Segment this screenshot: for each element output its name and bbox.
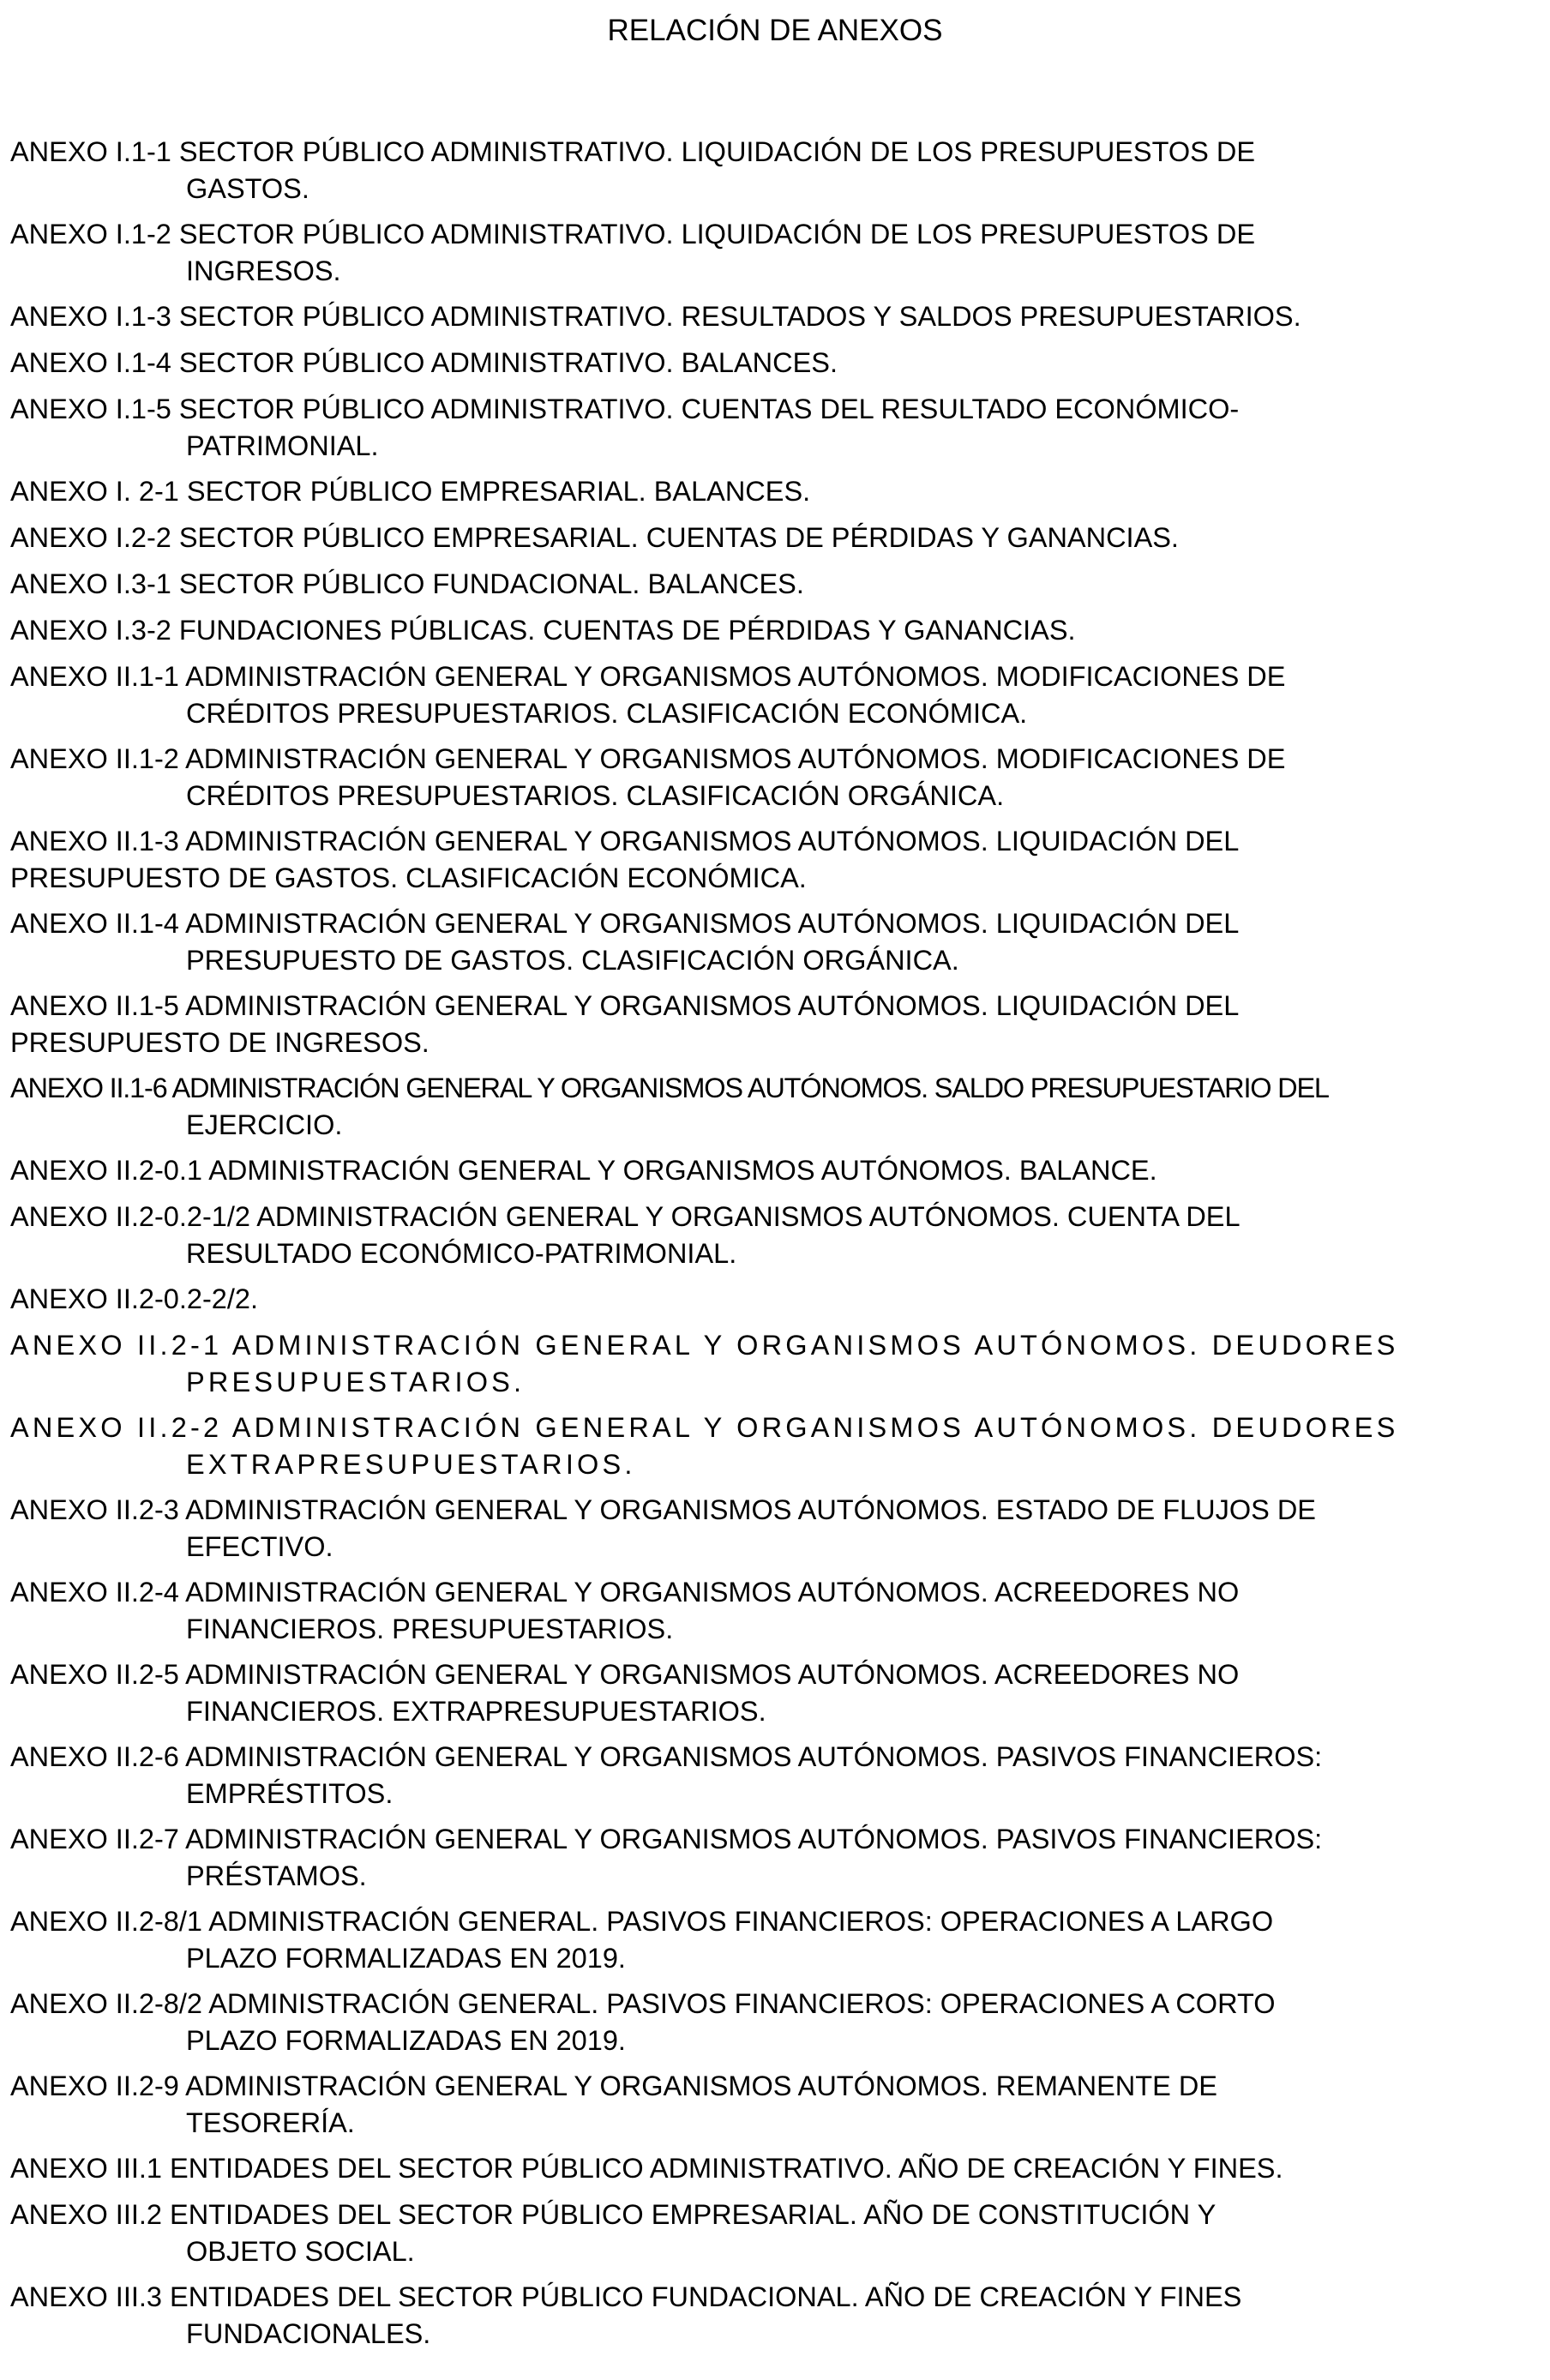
annex-line-1: ANEXO II.2-0.2-2/2. — [10, 1283, 259, 1314]
annex-line-2: PATRIMONIAL. — [186, 430, 379, 461]
annex-line-2: PRESUPUESTO DE GASTOS. CLASIFICACIÓN ECONÓMICA. — [10, 862, 807, 893]
annex-line-1: ANEXO II.2-1 ADMINISTRACIÓN GENERAL Y ORGANISMOS AUTÓNOMOS. DEUDORES — [10, 1330, 1399, 1361]
annex-item — [10, 2068, 1540, 2150]
annex-line-2: PLAZO FORMALIZADAS EN 2019. — [186, 2025, 626, 2056]
annex-line-2: PRESUPUESTO DE GASTOS. CLASIFICACIÓN ORGÁNICA. — [186, 945, 959, 976]
annex-line-1: ANEXO II.2-8/2 ADMINISTRACIÓN GENERAL. PASIVOS FINANCIEROS: OPERACIONES A CORTO — [10, 1988, 1276, 2019]
annex-item — [10, 345, 1540, 391]
annex-line-1: ANEXO II.2-2 ADMINISTRACIÓN GENERAL Y ORGANISMOS AUTÓNOMOS. DEUDORES — [10, 1412, 1399, 1443]
annex-line-1: ANEXO II.2-4 ADMINISTRACIÓN GENERAL Y ORGANISMOS AUTÓNOMOS. ACREEDORES NO — [10, 1577, 1240, 1608]
annex-item — [10, 566, 1540, 612]
annex-item — [10, 988, 1540, 1070]
annex-line-2: FINANCIEROS. PRESUPUESTARIOS. — [186, 1614, 674, 1644]
annex-line-1: ANEXO I.1-2 SECTOR PÚBLICO ADMINISTRATIVO. LIQUIDACIÓN DE LOS PRESUPUESTOS DE — [10, 219, 1255, 249]
annex-line-1: ANEXO I. 2-1 SECTOR PÚBLICO EMPRESARIAL. BALANCES. — [10, 476, 811, 507]
annex-item — [10, 520, 1540, 566]
annex-item — [10, 612, 1540, 658]
annex-line-2: CRÉDITOS PRESUPUESTARIOS. CLASIFICACIÓN ECONÓMICA. — [186, 698, 1028, 729]
annex-line-1: ANEXO I.3-1 SECTOR PÚBLICO FUNDACIONAL. BALANCES. — [10, 568, 804, 599]
annex-line-2: CRÉDITOS PRESUPUESTARIOS. CLASIFICACIÓN ORGÁNICA. — [186, 780, 1005, 811]
annex-line-2: EJERCICIO. — [186, 1109, 343, 1140]
annex-item — [10, 2197, 1540, 2279]
annex-line-2: PRESUPUESTO DE INGRESOS. — [10, 1027, 430, 1058]
annex-line-2: TESORERÍA. — [186, 2107, 355, 2138]
annex-line-1: ANEXO I.2-2 SECTOR PÚBLICO EMPRESARIAL. CUENTAS DE PÉRDIDAS Y GANANCIAS. — [10, 522, 1179, 553]
annex-item — [10, 391, 1540, 473]
annex-item — [10, 1656, 1540, 1739]
annex-line-2: GASTOS. — [186, 173, 309, 204]
annex-item — [10, 1199, 1540, 1281]
annex-line-1: ANEXO II.2-0.1 ADMINISTRACIÓN GENERAL Y ORGANISMOS AUTÓNOMOS. BALANCE. — [10, 1155, 1157, 1186]
annex-item — [10, 134, 1540, 216]
annex-list — [10, 134, 1540, 2361]
annex-item — [10, 298, 1540, 345]
annex-line-2: PRESUPUESTARIOS. — [186, 1367, 526, 1397]
annex-line-1: ANEXO II.2-3 ADMINISTRACIÓN GENERAL Y ORGANISMOS AUTÓNOMOS. ESTADO DE FLUJOS DE — [10, 1494, 1316, 1525]
annex-line-2: PLAZO FORMALIZADAS EN 2019. — [186, 1943, 626, 1974]
annex-item — [10, 1739, 1540, 1821]
annex-item — [10, 1986, 1540, 2068]
annex-item — [10, 473, 1540, 520]
annex-line-2: PRÉSTAMOS. — [186, 1860, 367, 1891]
annex-line-1: ANEXO II.1-1 ADMINISTRACIÓN GENERAL Y ORGANISMOS AUTÓNOMOS. MODIFICACIONES DE — [10, 661, 1286, 692]
annex-line-1: ANEXO I.1-3 SECTOR PÚBLICO ADMINISTRATIVO. RESULTADOS Y SALDOS PRESUPUESTARIOS. — [10, 301, 1301, 332]
annex-line-1: ANEXO I.1-1 SECTOR PÚBLICO ADMINISTRATIVO. LIQUIDACIÓN DE LOS PRESUPUESTOS DE — [10, 136, 1255, 167]
annex-line-1: ANEXO II.2-6 ADMINISTRACIÓN GENERAL Y ORGANISMOS AUTÓNOMOS. PASIVOS FINANCIEROS: — [10, 1741, 1323, 1772]
annex-item — [10, 1281, 1540, 1327]
annex-line-1: ANEXO II.2-5 ADMINISTRACIÓN GENERAL Y ORGANISMOS AUTÓNOMOS. ACREEDORES NO — [10, 1659, 1240, 1690]
annex-line-1: ANEXO I.1-5 SECTOR PÚBLICO ADMINISTRATIVO. CUENTAS DEL RESULTADO ECONÓMICO- — [10, 394, 1240, 424]
annex-item — [10, 2150, 1540, 2197]
annex-line-2: OBJETO SOCIAL. — [186, 2236, 415, 2267]
annex-line-1: ANEXO II.1-6 ADMINISTRACIÓN GENERAL Y ORGANISMOS AUTÓNOMOS. SALDO PRESUPUESTARIO DEL — [10, 1073, 1329, 1103]
annex-item — [10, 658, 1540, 741]
annex-item — [10, 1821, 1540, 1903]
annex-item — [10, 1492, 1540, 1574]
annex-line-2: FUNDACIONALES. — [186, 2318, 431, 2349]
annex-line-2: INGRESOS. — [186, 255, 341, 286]
annex-line-2: EXTRAPRESUPUESTARIOS. — [186, 1449, 636, 1480]
annex-line-1: ANEXO II.2-0.2-1/2 ADMINISTRACIÓN GENERAL Y ORGANISMOS AUTÓNOMOS. CUENTA DEL — [10, 1201, 1241, 1232]
annex-line-1: ANEXO II.2-7 ADMINISTRACIÓN GENERAL Y ORGANISMOS AUTÓNOMOS. PASIVOS FINANCIEROS: — [10, 1824, 1323, 1854]
annex-line-2: FINANCIEROS. EXTRAPRESUPUESTARIOS. — [186, 1696, 766, 1727]
annex-item — [10, 741, 1540, 823]
annex-line-1: ANEXO II.1-4 ADMINISTRACIÓN GENERAL Y ORGANISMOS AUTÓNOMOS. LIQUIDACIÓN DEL — [10, 908, 1240, 939]
annex-item — [10, 905, 1540, 988]
annex-item — [10, 1327, 1540, 1409]
page-title: RELACIÓN DE ANEXOS — [607, 14, 943, 47]
annex-item — [10, 2279, 1540, 2361]
annex-item — [10, 1574, 1540, 1656]
annex-line-2: EMPRÉSTITOS. — [186, 1778, 394, 1809]
annex-line-1: ANEXO II.2-9 ADMINISTRACIÓN GENERAL Y ORGANISMOS AUTÓNOMOS. REMANENTE DE — [10, 2070, 1217, 2101]
annex-line-2: EFECTIVO. — [186, 1531, 333, 1562]
annex-item — [10, 1903, 1540, 1986]
annex-item — [10, 1070, 1540, 1152]
annex-line-1: ANEXO I.1-4 SECTOR PÚBLICO ADMINISTRATIVO. BALANCES. — [10, 347, 838, 378]
annex-item — [10, 823, 1540, 905]
annex-line-1: ANEXO II.2-8/1 ADMINISTRACIÓN GENERAL. PASIVOS FINANCIEROS: OPERACIONES A LARGO — [10, 1906, 1274, 1937]
annex-line-2: RESULTADO ECONÓMICO-PATRIMONIAL. — [186, 1238, 737, 1269]
annex-line-1: ANEXO III.3 ENTIDADES DEL SECTOR PÚBLICO FUNDACIONAL. AÑO DE CREACIÓN Y FINES — [10, 2281, 1242, 2312]
annex-line-1: ANEXO II.1-2 ADMINISTRACIÓN GENERAL Y ORGANISMOS AUTÓNOMOS. MODIFICACIONES DE — [10, 743, 1286, 774]
annex-item — [10, 1409, 1540, 1492]
annex-item — [10, 216, 1540, 298]
annex-line-1: ANEXO III.2 ENTIDADES DEL SECTOR PÚBLICO EMPRESARIAL. AÑO DE CONSTITUCIÓN Y — [10, 2199, 1217, 2230]
annex-line-1: ANEXO II.1-5 ADMINISTRACIÓN GENERAL Y ORGANISMOS AUTÓNOMOS. LIQUIDACIÓN DEL — [10, 990, 1240, 1021]
annex-line-1: ANEXO II.1-3 ADMINISTRACIÓN GENERAL Y ORGANISMOS AUTÓNOMOS. LIQUIDACIÓN DEL — [10, 826, 1240, 856]
annex-line-1: ANEXO I.3-2 FUNDACIONES PÚBLICAS. CUENTAS DE PÉRDIDAS Y GANANCIAS. — [10, 615, 1076, 646]
annex-line-1: ANEXO III.1 ENTIDADES DEL SECTOR PÚBLICO ADMINISTRATIVO. AÑO DE CREACIÓN Y FINES. — [10, 2153, 1283, 2184]
annex-item — [10, 1152, 1540, 1199]
